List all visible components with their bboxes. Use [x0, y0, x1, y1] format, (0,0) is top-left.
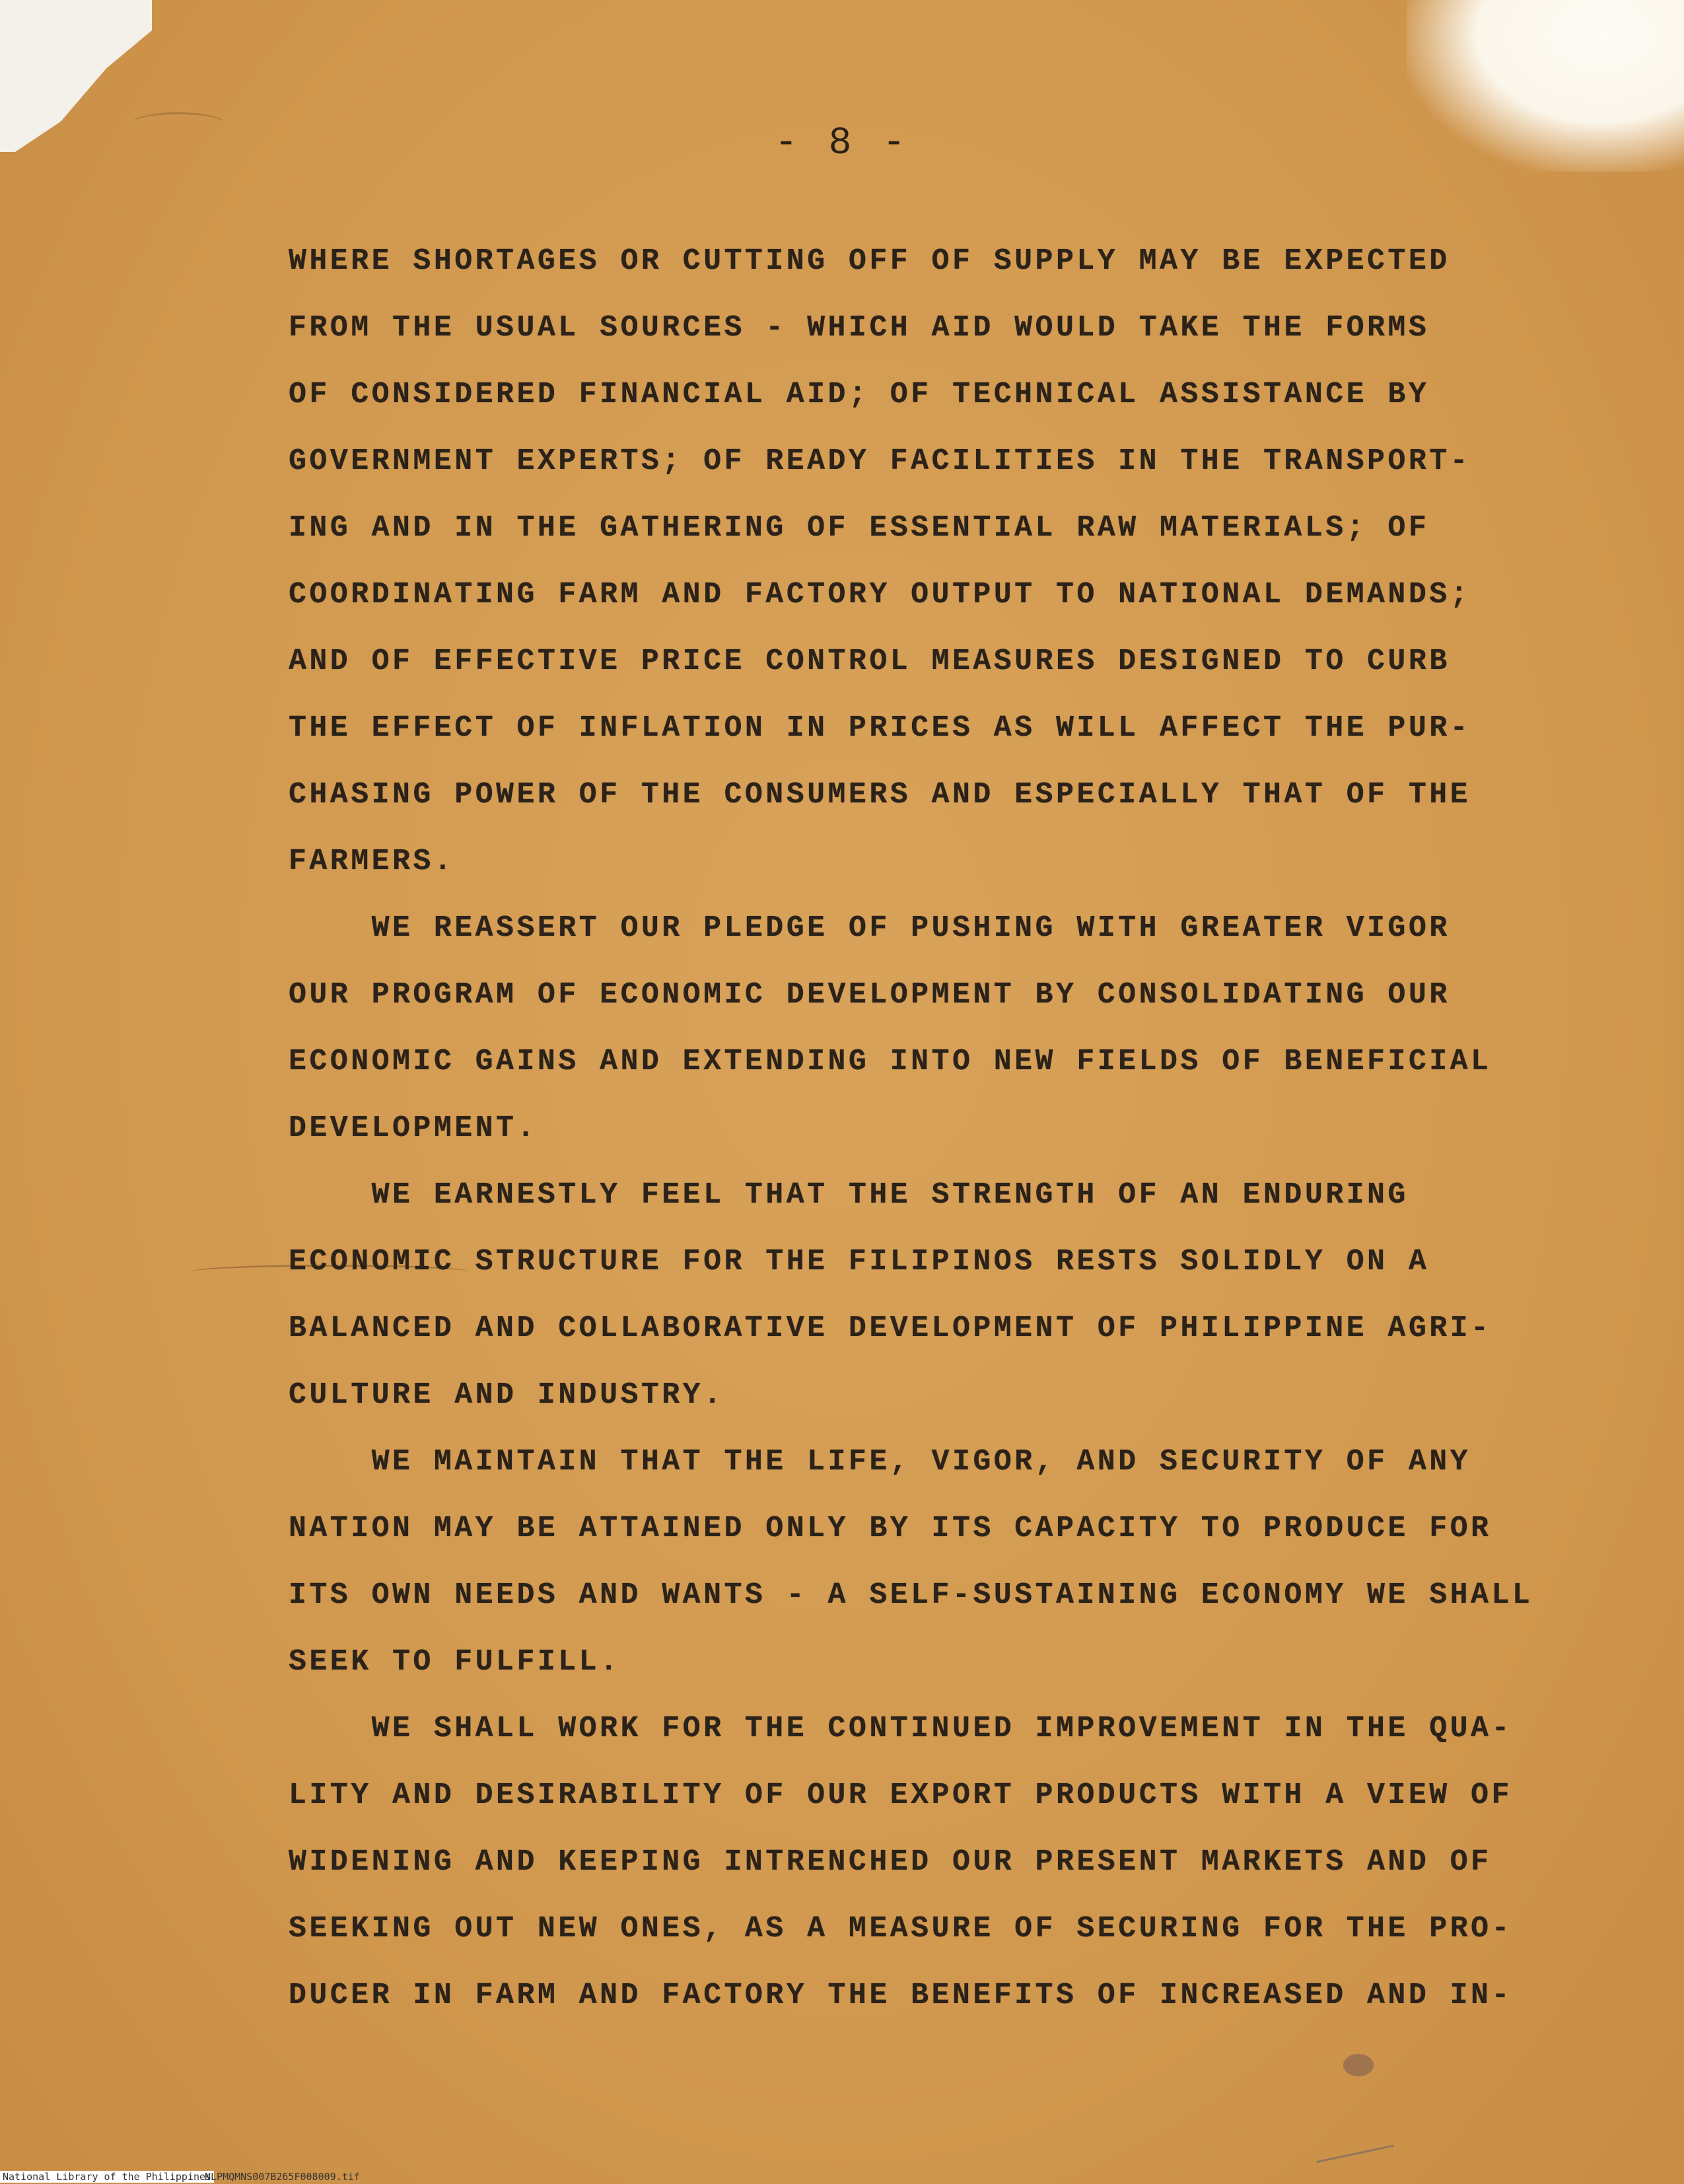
typed-body-text: [289, 228, 1543, 2029]
text-line: OF CONSIDERED FINANCIAL AID; OF TECHNICAL ASSISTANCE BY: [289, 378, 1430, 411]
text-line: CHASING POWER OF THE CONSUMERS AND ESPECIALLY THAT OF THE: [289, 778, 1471, 812]
text-line: CULTURE AND INDUSTRY.: [289, 1378, 724, 1412]
text-line: SEEKING OUT NEW ONES, AS A MEASURE OF SECURING FOR THE PRO-: [289, 1912, 1512, 1946]
text-line: DUCER IN FARM AND FACTORY THE BENEFITS OF INCREASED AND IN-: [289, 1979, 1512, 2012]
text-line: ING AND IN THE GATHERING OF ESSENTIAL RAW MATERIALS; OF: [289, 511, 1430, 545]
text-line: SEEK TO FULFILL.: [289, 1645, 621, 1679]
text-line: FROM THE USUAL SOURCES - WHICH AID WOULD TAKE THE FORMS: [289, 311, 1430, 345]
pencil-mark: [1314, 2132, 1394, 2163]
text-line: ITS OWN NEEDS AND WANTS - A SELF-SUSTAINING ECONOMY WE SHALL: [289, 1578, 1533, 1612]
text-line: DEVELOPMENT.: [289, 1111, 538, 1145]
text-line: NATION MAY BE ATTAINED ONLY BY ITS CAPACITY TO PRODUCE FOR: [289, 1512, 1492, 1545]
archive-credit: National Library of the Philippines: [0, 2171, 214, 2183]
ink-stain: [1343, 2054, 1374, 2076]
text-line: AND OF EFFECTIVE PRICE CONTROL MEASURES DESIGNED TO CURB: [289, 645, 1450, 678]
text-line: COORDINATING FARM AND FACTORY OUTPUT TO NATIONAL DEMANDS;: [289, 578, 1471, 612]
text-line: BALANCED AND COLLABORATIVE DEVELOPMENT OF PHILIPPINE AGRI-: [289, 1312, 1492, 1345]
page-number: - 8 -: [774, 122, 910, 165]
text-line: LITY AND DESIRABILITY OF OUR EXPORT PRODUCTS WITH A VIEW OF: [289, 1779, 1512, 1812]
text-line: WE SHALL WORK FOR THE CONTINUED IMPROVEMENT IN THE QUA-: [289, 1712, 1512, 1745]
text-line: FARMERS.: [289, 845, 455, 878]
text-line: WE EARNESTLY FEEL THAT THE STRENGTH OF AN ENDURING: [289, 1178, 1409, 1212]
archive-file-name: NLPMQMNS007B265F008009.tif: [205, 2171, 360, 2183]
text-line: ECONOMIC STRUCTURE FOR THE FILIPINOS RESTS SOLIDLY ON A: [289, 1245, 1430, 1279]
text-line: OUR PROGRAM OF ECONOMIC DEVELOPMENT BY CONSOLIDATING OUR: [289, 978, 1450, 1012]
text-line: WIDENING AND KEEPING INTRENCHED OUR PRESENT MARKETS AND OF: [289, 1845, 1492, 1879]
text-line: WHERE SHORTAGES OR CUTTING OFF OF SUPPLY MAY BE EXPECTED: [289, 244, 1450, 278]
text-line: WE MAINTAIN THAT THE LIFE, VIGOR, AND SECURITY OF ANY: [289, 1445, 1471, 1479]
text-line: ECONOMIC GAINS AND EXTENDING INTO NEW FIELDS OF BENEFICIAL: [289, 1045, 1492, 1078]
text-line: THE EFFECT OF INFLATION IN PRICES AS WILL AFFECT THE PUR-: [289, 711, 1471, 745]
text-line: WE REASSERT OUR PLEDGE OF PUSHING WITH GREATER VIGOR: [289, 911, 1450, 945]
text-line: GOVERNMENT EXPERTS; OF READY FACILITIES IN THE TRANSPORT-: [289, 444, 1471, 478]
